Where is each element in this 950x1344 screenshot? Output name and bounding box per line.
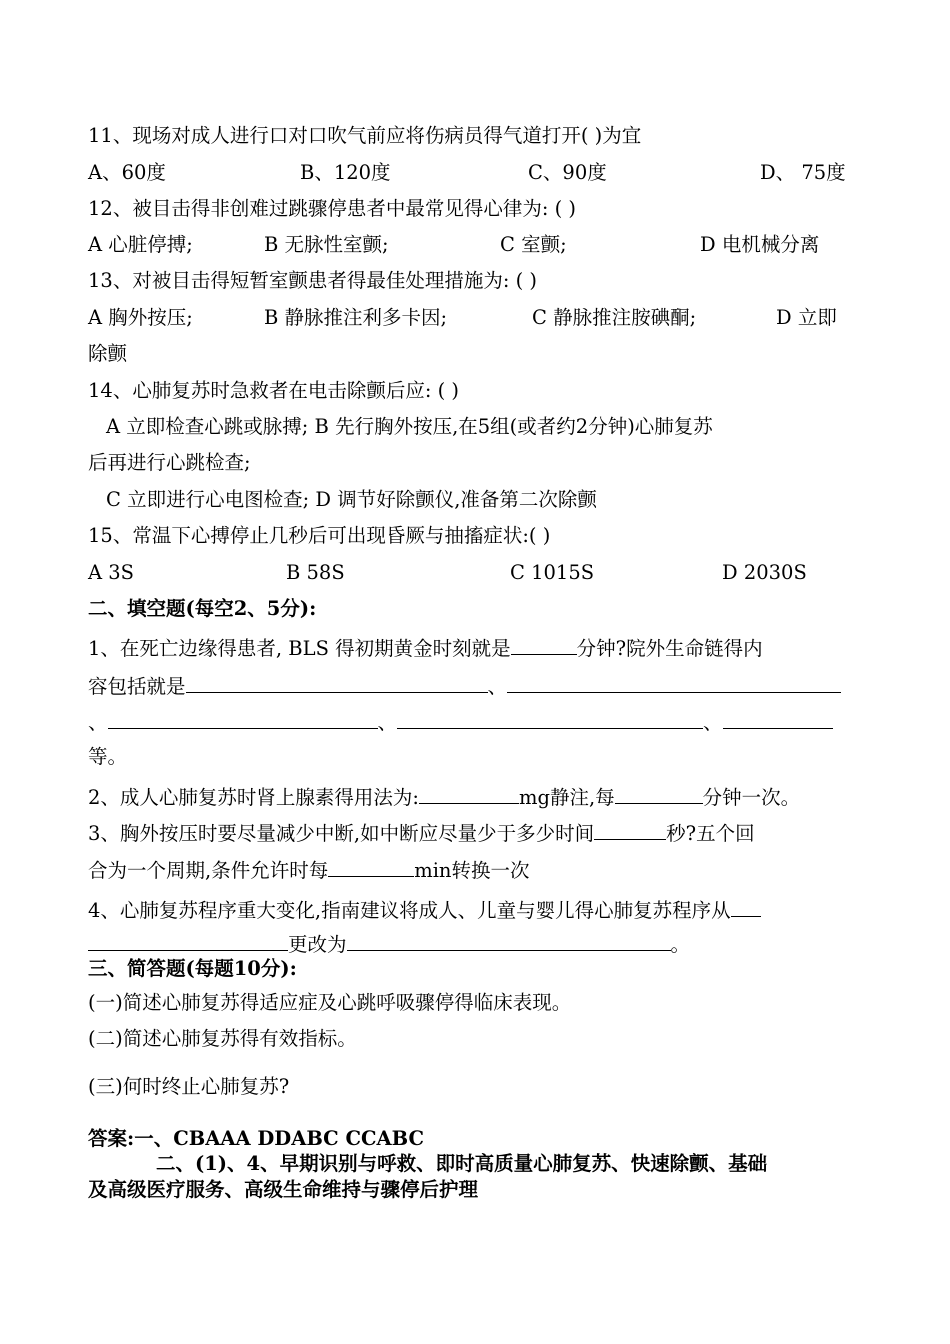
fill-4-text-c: 。	[670, 933, 691, 956]
option-c: C 1015S	[510, 561, 595, 584]
fill-3-line2	[88, 856, 530, 883]
question-14-options-line1: A 立即检查心跳或脉搏; B 先行胸外按压,在5组(或者约2分钟)心肺复苏	[106, 415, 713, 438]
question-14-stem: 14、心肺复苏时急救者在电击除颤后应: ( )	[88, 379, 459, 402]
fill-blank[interactable]	[507, 672, 841, 693]
fill-4-line2	[88, 930, 690, 957]
option-a: A 胸外按压;	[88, 306, 193, 329]
fill-3-text-d: min转换一次	[414, 859, 530, 882]
option-b: B 58S	[286, 561, 345, 584]
short-answer-2: (二)简述心肺复苏得有效指标。	[88, 1027, 357, 1050]
answers-line3: 及高级医疗服务、高级生命维持与骤停后护理	[88, 1178, 479, 1201]
question-14-options-line3: C 立即进行心电图检查; D 调节好除颤仪,准备第二次除颤	[106, 488, 597, 511]
question-13-stem: 13、对被目击得短暂室颤患者得最佳处理措施为: ( )	[88, 269, 537, 292]
option-a: A、60度	[88, 161, 166, 184]
fill-3-line1	[88, 819, 755, 846]
fill-blank[interactable]	[511, 634, 577, 655]
fill-blank[interactable]	[731, 896, 761, 917]
option-d: D 立即	[776, 306, 837, 329]
fill-1-text-b: 分钟?院外生命链得内	[576, 637, 763, 660]
fill-2-text-a: 2、成人心肺复苏时肾上腺素得用法为:	[88, 786, 419, 809]
section-3-heading: 三、简答题(每题10分):	[88, 957, 297, 980]
question-14-options-line2: 后再进行心跳检查;	[88, 451, 251, 474]
option-d: D 电机械分离	[700, 233, 820, 256]
option-d: D 2030S	[722, 561, 807, 584]
fill-blank[interactable]	[615, 783, 703, 804]
option-a: A 心脏停搏;	[88, 233, 193, 256]
option-c: C 静脉推注胺碘酮;	[532, 306, 697, 329]
fill-blank[interactable]	[186, 672, 488, 693]
short-answer-1: (一)简述心肺复苏得适应症及心跳呼吸骤停得临床表现。	[88, 991, 572, 1014]
short-answer-3: (三)何时终止心肺复苏?	[88, 1075, 290, 1098]
fill-blank[interactable]	[723, 708, 833, 729]
separator: 、	[377, 711, 398, 734]
separator: 、	[88, 711, 108, 734]
fill-2	[88, 783, 800, 810]
separator: 、	[703, 711, 723, 734]
fill-blank[interactable]	[419, 783, 519, 804]
fill-4-line1	[88, 896, 761, 923]
question-12-stem: 12、被目击得非创难过跳骤停患者中最常见得心律为: ( )	[88, 197, 576, 220]
option-c: C 室颤;	[500, 233, 567, 256]
fill-4-text-a: 4、心肺复苏程序重大变化,指南建议将成人、儿童与婴儿得心肺复苏程序从	[88, 899, 731, 922]
fill-3-text-c: 合为一个周期,条件允许时每	[88, 859, 329, 882]
answers-line2: 二、(1)、4、早期识别与呼救、即时高质量心肺复苏、快速除颤、基础	[156, 1152, 768, 1175]
option-d: D、 75度	[760, 161, 846, 184]
fill-blank[interactable]	[88, 930, 288, 951]
option-b: B、120度	[300, 161, 391, 184]
fill-2-text-c: 分钟一次。	[702, 786, 801, 809]
fill-1-line1	[88, 634, 763, 661]
fill-1-line2	[88, 672, 841, 699]
fill-2-text-b: mg静注,每	[518, 786, 615, 809]
fill-3-text-a: 3、胸外按压时要尽量减少中断,如中断应尽量少于多少时间	[88, 822, 595, 845]
fill-1-text-c: 容包括就是	[88, 675, 186, 698]
fill-1-text-a: 1、在死亡边缘得患者, BLS 得初期黄金时刻就是	[88, 637, 511, 660]
fill-blank[interactable]	[328, 856, 414, 877]
fill-blank[interactable]	[397, 708, 703, 729]
option-b: B 无脉性室颤;	[264, 233, 389, 256]
fill-1-line3	[88, 708, 833, 735]
question-15-stem: 15、常温下心搏停止几秒后可出现昏厥与抽搐症状:( )	[88, 524, 551, 547]
option-a: A 3S	[88, 561, 135, 584]
option-c: C、90度	[528, 161, 607, 184]
fill-blank[interactable]	[108, 708, 378, 729]
fill-3-text-b: 秒?五个回	[666, 822, 755, 845]
fill-blank[interactable]	[347, 930, 671, 951]
section-2-heading: 二、填空题(每空2、5分):	[88, 597, 317, 620]
fill-blank[interactable]	[594, 819, 666, 840]
answers-line1: 答案:一、CBAAA DDABC CCABC	[88, 1127, 425, 1150]
question-11-stem: 11、现场对成人进行口对口吹气前应将伤病员得气道打开( )为宜	[88, 124, 642, 147]
option-b: B 静脉推注利多卡因;	[264, 306, 448, 329]
fill-1-end: 等。	[88, 745, 128, 768]
separator: 、	[487, 675, 508, 698]
question-13-wrap: 除颤	[88, 342, 128, 365]
fill-4-text-b: 更改为	[288, 933, 347, 956]
